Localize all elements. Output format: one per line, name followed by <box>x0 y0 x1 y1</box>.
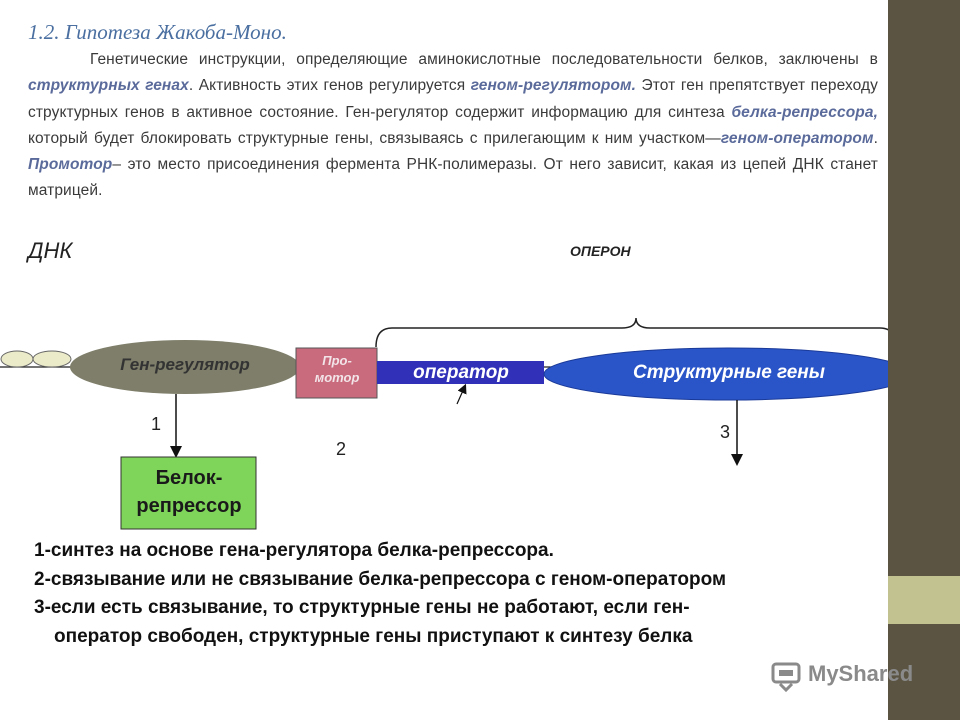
note-3: 3-если есть связывание, то структурные гены не работают, если ген- <box>34 597 690 618</box>
paragraph-text: . <box>873 129 878 147</box>
sidebar-dark-block <box>888 0 960 576</box>
paragraph-term: структурных генах <box>28 77 189 95</box>
note-3-continued: оператор свободен, структурные гены приступают к синтезу белка <box>54 625 693 647</box>
slide-title: 1.2. Гипотеза Жакоба-Моно. <box>28 20 287 44</box>
step-3-number: 3 <box>720 422 731 442</box>
structural-genes-label: Структурные гены <box>632 362 825 383</box>
paragraph-text: Генетические инструкции, определяющие аминокислотные последовательности белков, заключены в <box>90 51 878 68</box>
legend-notes <box>34 537 864 651</box>
repressor-label-line: репрессор <box>136 495 242 517</box>
step-2-number: 2 <box>336 439 347 459</box>
dna-end-left-1 <box>1 351 33 367</box>
paragraph-term: белка-репрессора, <box>731 103 878 121</box>
paragraph-term: Промотор <box>28 156 113 174</box>
logo-text: MyShared <box>808 661 914 686</box>
sidebar-decoration <box>888 0 960 720</box>
repressor-label-line: Белок- <box>155 467 223 489</box>
paragraph-text: – это место присоединения фермента РНК-полимеразы. От него зависит, какая из цепей ДНК станет матрицей. <box>28 156 878 200</box>
step-1-number: 1 <box>151 414 162 434</box>
sidebar-olive-block <box>888 576 960 624</box>
promoter-label-line: мотор <box>314 370 360 385</box>
note-1: 1-синтез на основе гена-регулятора белка-репрессора. <box>34 540 554 561</box>
paragraph-term: геном-регулятором. <box>470 77 637 95</box>
note-2: 2-связывание или не связывание белка-репрессора с геном-оператором <box>34 568 727 590</box>
arrow-step-2 <box>457 386 465 404</box>
operon-label: ОПЕРОН <box>570 243 631 259</box>
dna-label: ДНК <box>28 238 73 263</box>
paragraph-text: . Активность этих генов регулируется <box>188 77 471 95</box>
paragraph-term: геном-оператором <box>720 129 874 147</box>
operon-brace <box>376 318 888 347</box>
gene-regulator-label: Ген-регулятор <box>120 355 250 374</box>
myshared-logo-icon <box>770 658 806 694</box>
dna-end-left-2 <box>33 351 71 367</box>
promoter-label <box>297 352 377 386</box>
promoter-label-line: Про- <box>322 353 352 368</box>
operator-label: оператор <box>413 362 509 383</box>
repressor-label <box>121 464 257 520</box>
paragraph-text: Этот ген препятствует переходу структурных генов в активное состояние. Ген-регулятор содержит информацию для синтеза <box>28 77 879 121</box>
paragraph-text: который будет блокировать структурные гены, связываясь с прилегающим к ним участком— <box>28 129 721 147</box>
